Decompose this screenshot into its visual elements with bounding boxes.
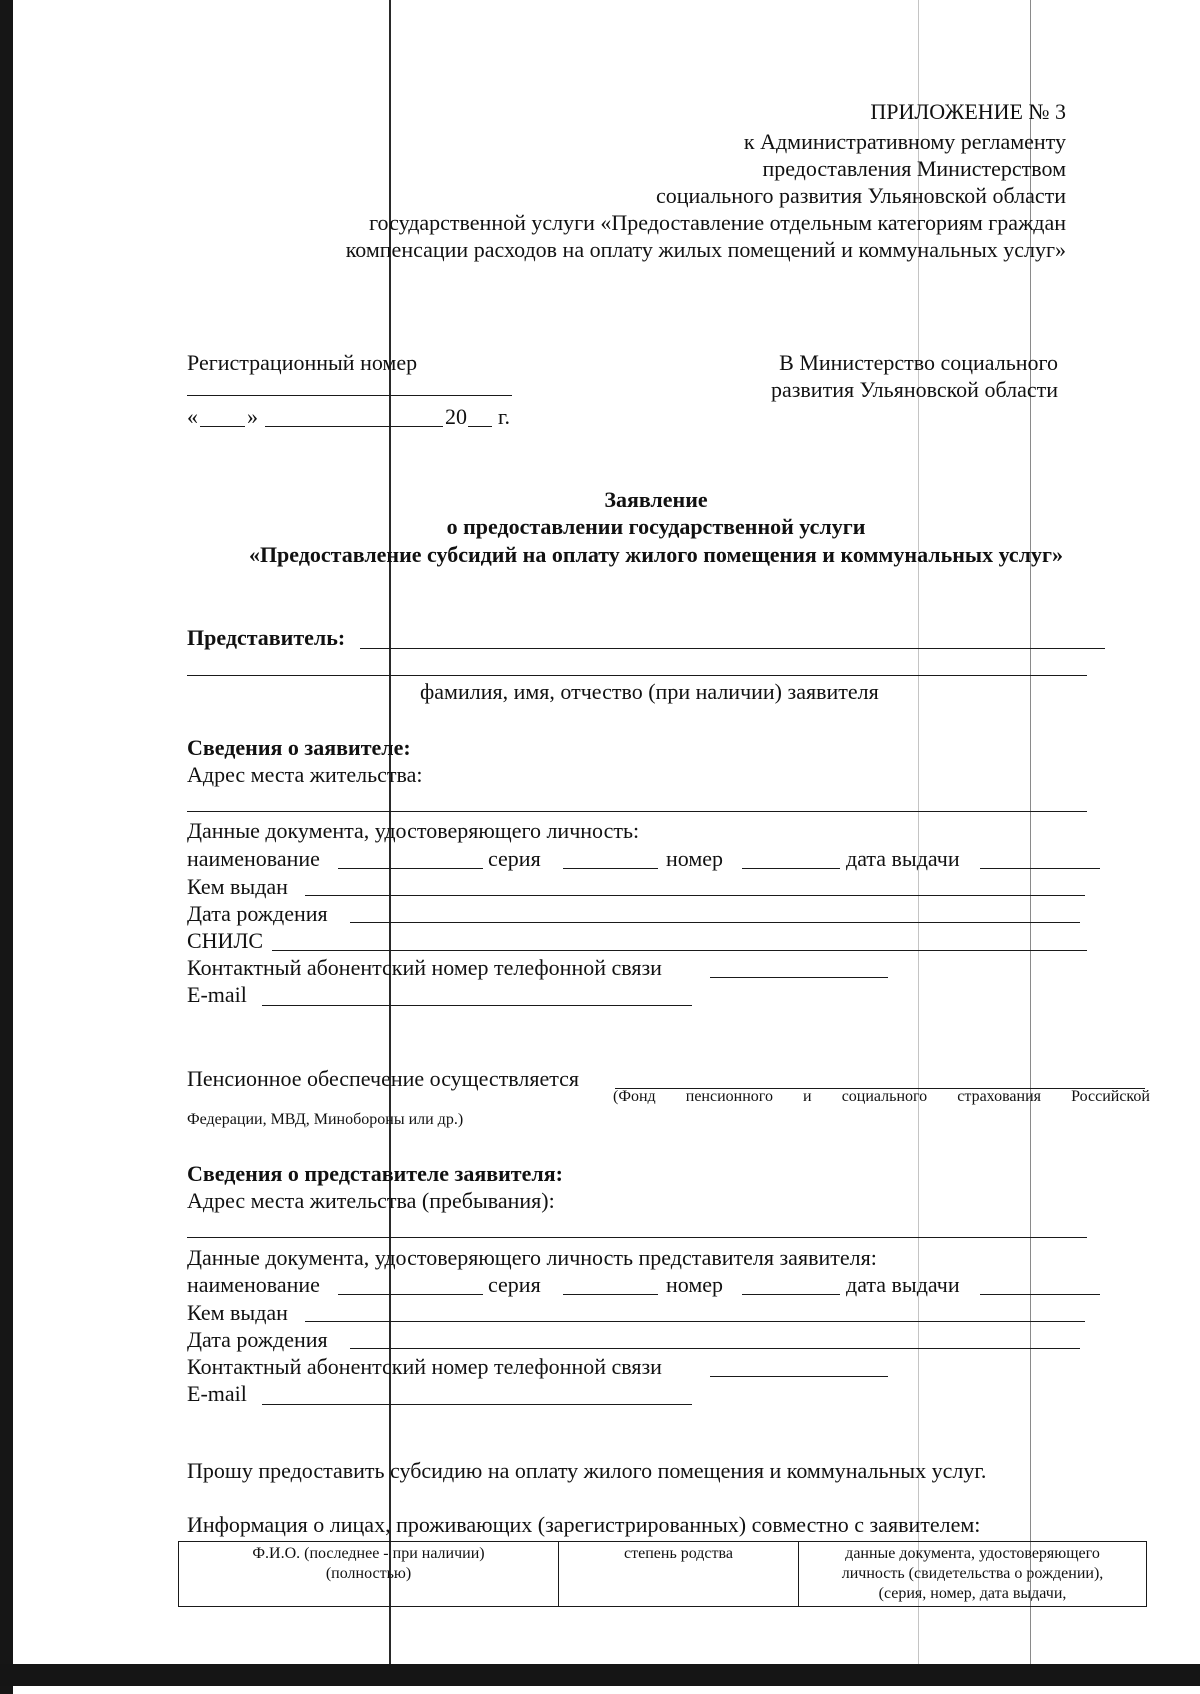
date-quote-close: » xyxy=(247,404,258,429)
representative-address-label: Адрес места жительства (пребывания): xyxy=(187,1188,555,1213)
representative-phone-label: Контактный абонентский номер телефонной связи xyxy=(187,1354,662,1379)
addressee-line: развития Ульяновской области xyxy=(770,377,1058,402)
applicant-address-label: Адрес места жительства: xyxy=(187,762,423,787)
column-header-line: Ф.И.О. (последнее - при наличии) xyxy=(252,1545,485,1562)
column-header-line: личность (свидетельства о рождении), xyxy=(841,1565,1104,1582)
addressee-line: В Министерство социального xyxy=(779,350,1058,375)
request-text: Прошу предоставить субсидию на оплату жилого помещения и коммунальных услуг. xyxy=(187,1458,987,1483)
column-header-line: (полностью) xyxy=(325,1565,412,1582)
table-header-row xyxy=(179,1542,1147,1607)
representative-caption: фамилия, имя, отчество (при наличии) заявителя xyxy=(420,679,879,704)
representative-field[interactable] xyxy=(360,648,1105,649)
date-year-prefix: 20 xyxy=(445,404,467,429)
applicant-phone-field[interactable] xyxy=(710,977,888,978)
pension-hint-word: Российской xyxy=(1071,1088,1150,1105)
pension-hint-word: социального xyxy=(841,1088,928,1105)
column-header-line: данные документа, удостоверяющего xyxy=(845,1545,1100,1562)
representative-doc-series-label: серия xyxy=(488,1272,541,1297)
document-subtitle: о предоставлении государственной услуги xyxy=(446,514,866,539)
applicant-doc-series-field[interactable] xyxy=(563,868,658,869)
header-line: государственной услуги «Предоставление отдельным категориям граждан xyxy=(369,210,1066,235)
column-header-fio xyxy=(179,1542,559,1607)
scan-left-edge xyxy=(0,0,13,1694)
appendix-title: ПРИЛОЖЕНИЕ № 3 xyxy=(870,99,1066,124)
registration-number-label: Регистрационный номер xyxy=(187,350,418,375)
applicant-doc-name-field[interactable] xyxy=(338,868,483,869)
applicant-phone-label: Контактный абонентский номер телефонной связи xyxy=(187,955,662,980)
applicant-doc-series-label: серия xyxy=(488,846,541,871)
applicant-snils-field[interactable] xyxy=(272,950,1087,951)
pension-hint-word: пенсионного xyxy=(685,1088,773,1105)
representative-phone-field[interactable] xyxy=(710,1376,888,1377)
date-quote-open: « xyxy=(187,404,198,429)
column-header-relation xyxy=(559,1542,799,1607)
applicant-snils-label: СНИЛС xyxy=(187,928,264,953)
representative-doc-number-label: номер xyxy=(666,1272,724,1297)
applicant-issued-by-label: Кем выдан xyxy=(187,874,288,899)
column-header-line: (серия, номер, дата выдачи, xyxy=(878,1585,1067,1602)
applicant-doc-issue-date-field[interactable] xyxy=(980,868,1100,869)
applicant-birth-date-label: Дата рождения xyxy=(187,901,328,926)
header-line: социального развития Ульяновской области xyxy=(655,183,1066,208)
registration-year-field[interactable] xyxy=(468,426,492,427)
pension-hint xyxy=(613,1087,1150,1107)
applicant-section-heading: Сведения о заявителе: xyxy=(187,735,411,760)
representative-email-label: E-mail xyxy=(187,1381,247,1406)
applicant-doc-issue-date-label: дата выдачи xyxy=(846,846,960,871)
header-line: предоставления Министерством xyxy=(762,156,1066,181)
representative-field-line2[interactable] xyxy=(187,675,1087,676)
applicant-doc-number-field[interactable] xyxy=(742,868,840,869)
representative-doc-issue-date-label: дата выдачи xyxy=(846,1272,960,1297)
representative-issued-by-label: Кем выдан xyxy=(187,1300,288,1325)
representative-birth-date-label: Дата рождения xyxy=(187,1327,328,1352)
representative-doc-name-field[interactable] xyxy=(338,1294,483,1295)
pension-hint-word: и xyxy=(803,1088,812,1105)
representative-doc-name-label: наименование xyxy=(187,1272,320,1297)
column-header-document xyxy=(799,1542,1147,1607)
applicant-address-field[interactable] xyxy=(187,811,1087,812)
pension-hint-word: (Фонд xyxy=(613,1088,656,1105)
representative-section-heading: Сведения о представителе заявителя: xyxy=(187,1161,563,1186)
applicant-email-label: E-mail xyxy=(187,982,247,1007)
registration-month-field[interactable] xyxy=(265,426,443,427)
column-header-line: степень родства xyxy=(624,1545,733,1562)
pension-hint-line2: Федерации, МВД, Минобороны или др.) xyxy=(187,1111,464,1128)
representative-doc-issue-date-field[interactable] xyxy=(980,1294,1100,1295)
applicant-doc-label: Данные документа, удостоверяющего личность: xyxy=(187,818,640,843)
representative-address-field[interactable] xyxy=(187,1237,1087,1238)
applicant-doc-name-label: наименование xyxy=(187,846,320,871)
cohabitants-table xyxy=(178,1541,1147,1607)
representative-label: Представитель: xyxy=(187,625,346,650)
representative-birth-date-field[interactable] xyxy=(350,1348,1080,1349)
applicant-issued-by-field[interactable] xyxy=(305,895,1085,896)
representative-doc-series-field[interactable] xyxy=(563,1294,658,1295)
registration-number-field[interactable] xyxy=(187,395,512,396)
applicant-email-field[interactable] xyxy=(262,1005,692,1006)
representative-email-field[interactable] xyxy=(262,1404,692,1405)
applicant-birth-date-field[interactable] xyxy=(350,922,1080,923)
scan-bottom-edge xyxy=(0,1664,1200,1686)
applicant-doc-number-label: номер xyxy=(666,846,724,871)
header-line: к Административному регламенту xyxy=(743,129,1066,154)
representative-doc-label: Данные документа, удостоверяющего личность представителя заявителя: xyxy=(187,1245,877,1270)
cohabitants-label: Информация о лицах, проживающих (зарегистрированных) совместно с заявителем: xyxy=(187,1512,981,1537)
pension-hint-word: страхования xyxy=(957,1088,1041,1105)
document-title: Заявление xyxy=(604,487,708,512)
header-line: компенсации расходов на оплату жилых помещений и коммунальных услуг» xyxy=(345,237,1066,262)
representative-doc-number-field[interactable] xyxy=(742,1294,840,1295)
document-subtitle: «Предоставление субсидий на оплату жилого помещения и коммунальных услуг» xyxy=(248,542,1064,567)
registration-day-field[interactable] xyxy=(200,426,245,427)
representative-issued-by-field[interactable] xyxy=(305,1321,1085,1322)
date-year-suffix: г. xyxy=(498,404,511,429)
pension-label: Пенсионное обеспечение осуществляется xyxy=(187,1066,580,1091)
